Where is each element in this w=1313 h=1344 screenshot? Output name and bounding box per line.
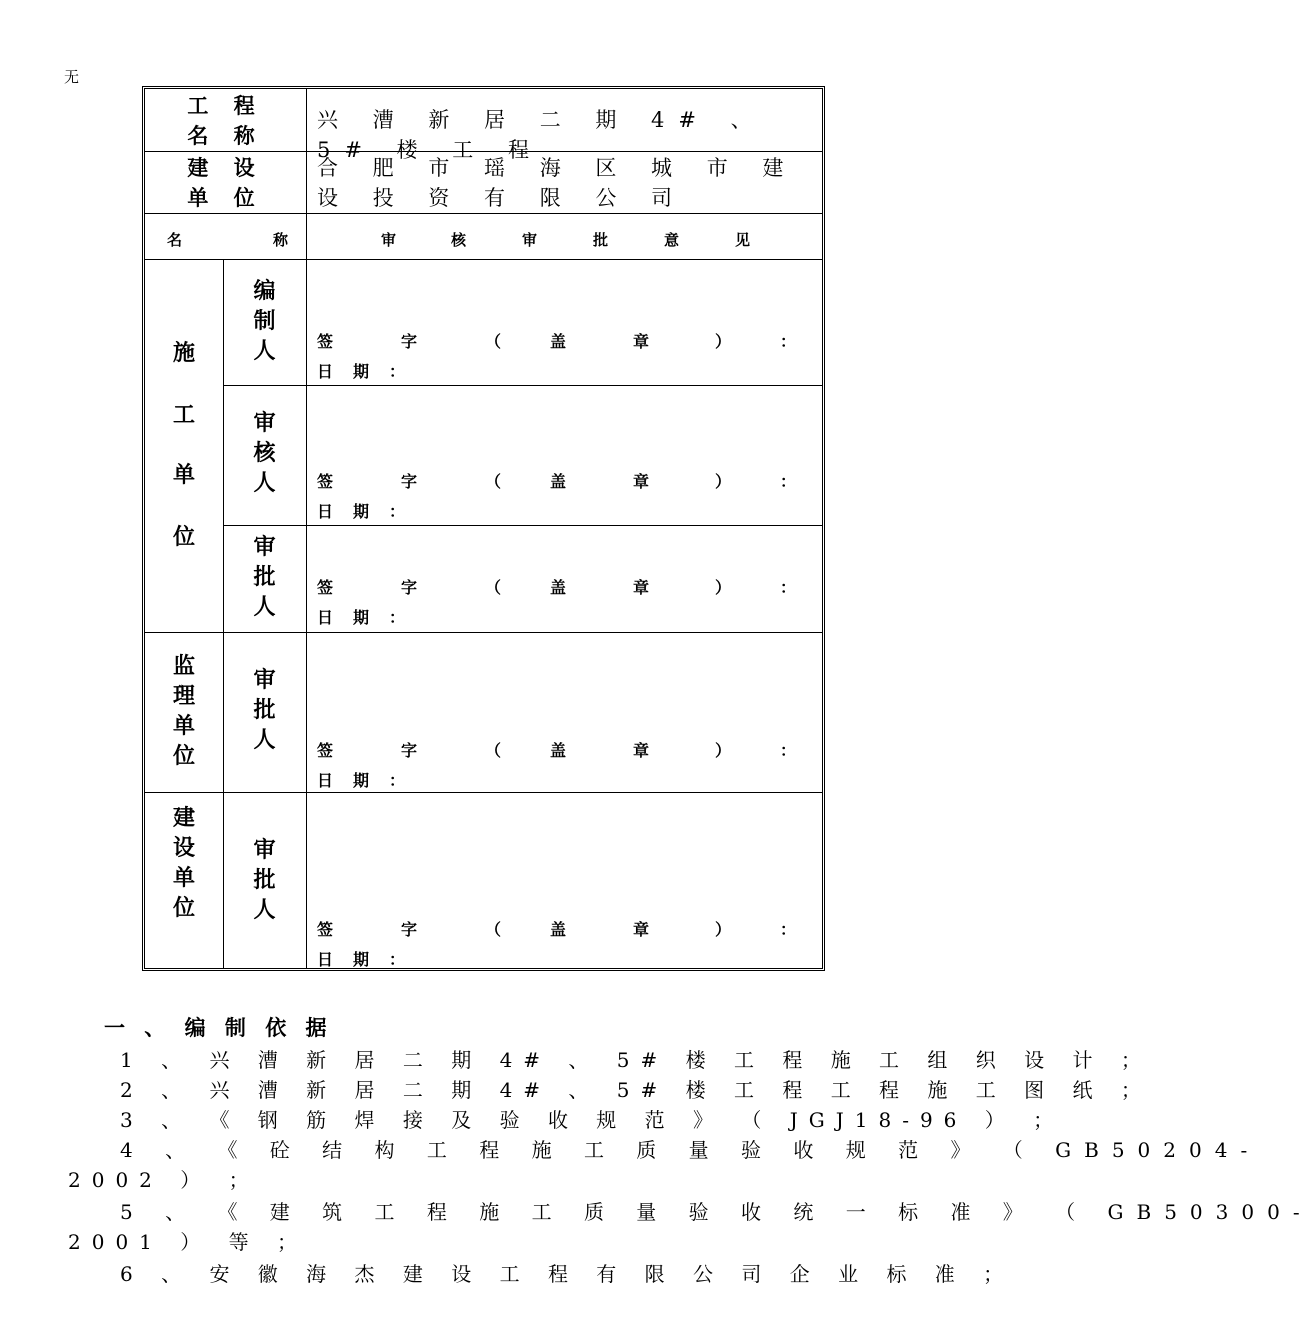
basis-item-3: 3 、 《 钢 筋 焊 接 及 验 收 规 范 》 （ JGJ18-96 ） ； bbox=[120, 1108, 1065, 1132]
client-unit-block bbox=[145, 792, 822, 968]
owner-row bbox=[145, 151, 822, 214]
client-unit-label: 建 设 单 位 bbox=[172, 806, 195, 921]
owner-label: 建 设 单 位 bbox=[187, 156, 264, 210]
header-opinion-4: 批 bbox=[593, 231, 609, 249]
construction-unit-char-1: 施 bbox=[172, 341, 195, 366]
sign-line-client: 签 字 （ 盖 章 ） ： bbox=[317, 920, 797, 939]
role-approver-supervision: 审 批 人 bbox=[253, 668, 276, 753]
basis-item-5: 5 、 《 建 筑 工 程 施 工 质 量 验 收 统 一 标 准 》 （ GB50300- bbox=[120, 1200, 1313, 1224]
sign-line-approver-construction: 签 字 （ 盖 章 ） ： bbox=[317, 578, 797, 597]
basis-item-5-cont: 2001 ） 等 ； bbox=[68, 1230, 308, 1254]
role-approver-construction: 审 批 人 bbox=[253, 535, 276, 620]
approval-table bbox=[142, 86, 825, 971]
basis-item-2: 2 、 兴 漕 新 居 二 期 4# 、 5# 楼 工 程 工 程 施 工 图 纸 ； bbox=[120, 1078, 1152, 1102]
date-line-compiler: 日 期 ： bbox=[317, 362, 406, 381]
sign-line-supervision: 签 字 （ 盖 章 ） ： bbox=[317, 741, 797, 760]
date-line-approver-construction: 日 期 ： bbox=[317, 608, 406, 627]
role-approver-client: 审 批 人 bbox=[253, 838, 276, 923]
header-opinion-3: 审 bbox=[522, 231, 538, 249]
header-opinion-6: 见 bbox=[735, 231, 751, 249]
project-name-value: 兴 漕 新 居 二 期 4# 、 5# 楼 工 程 bbox=[317, 108, 766, 162]
sign-line-compiler: 签 字 （ 盖 章 ） ： bbox=[317, 332, 797, 351]
date-line-supervision: 日 期 ： bbox=[317, 771, 406, 790]
role-reviewer: 审 核 人 bbox=[253, 411, 276, 496]
construction-unit-block bbox=[145, 259, 822, 633]
date-line-reviewer: 日 期 ： bbox=[317, 502, 406, 521]
role-compiler: 编 制 人 bbox=[253, 279, 276, 364]
supervision-unit-block bbox=[145, 632, 822, 793]
basis-item-4-cont: 2002 ） ； bbox=[68, 1168, 260, 1192]
project-name-row bbox=[145, 89, 822, 162]
basis-item-6: 6 、 安 徽 海 杰 建 设 工 程 有 限 公 司 企 业 标 准 ； bbox=[120, 1262, 1015, 1286]
basis-item-4: 4 、 《 砼 结 构 工 程 施 工 质 量 验 收 规 范 》 （ GB50204- bbox=[120, 1138, 1261, 1162]
construction-unit-char-4: 位 bbox=[172, 525, 195, 550]
section-title: 一 、 编 制 依 据 bbox=[104, 1016, 333, 1040]
project-name-label: 工 程 名 称 bbox=[187, 94, 264, 148]
header-name-1: 名 bbox=[167, 231, 183, 249]
supervision-unit-label: 监 理 单 位 bbox=[172, 654, 195, 769]
header-opinion-1: 审 bbox=[381, 231, 397, 249]
basis-item-1: 1 、 兴 漕 新 居 二 期 4# 、 5# 楼 工 程 施 工 组 织 设 计 ； bbox=[120, 1048, 1152, 1072]
construction-unit-char-2: 工 bbox=[172, 403, 195, 428]
corner-note: 无 bbox=[64, 68, 80, 86]
owner-value: 合 肥 市 瑶 海 区 城 市 建 设 投 资 有 限 公 司 bbox=[317, 156, 798, 210]
date-line-client: 日 期 ： bbox=[317, 950, 406, 969]
header-row bbox=[145, 213, 822, 260]
header-opinion-5: 意 bbox=[664, 231, 680, 249]
construction-unit-char-3: 单 bbox=[172, 463, 195, 488]
header-name-2: 称 bbox=[273, 231, 289, 249]
sign-line-reviewer: 签 字 （ 盖 章 ） ： bbox=[317, 472, 797, 491]
header-opinion-2: 核 bbox=[451, 231, 467, 249]
